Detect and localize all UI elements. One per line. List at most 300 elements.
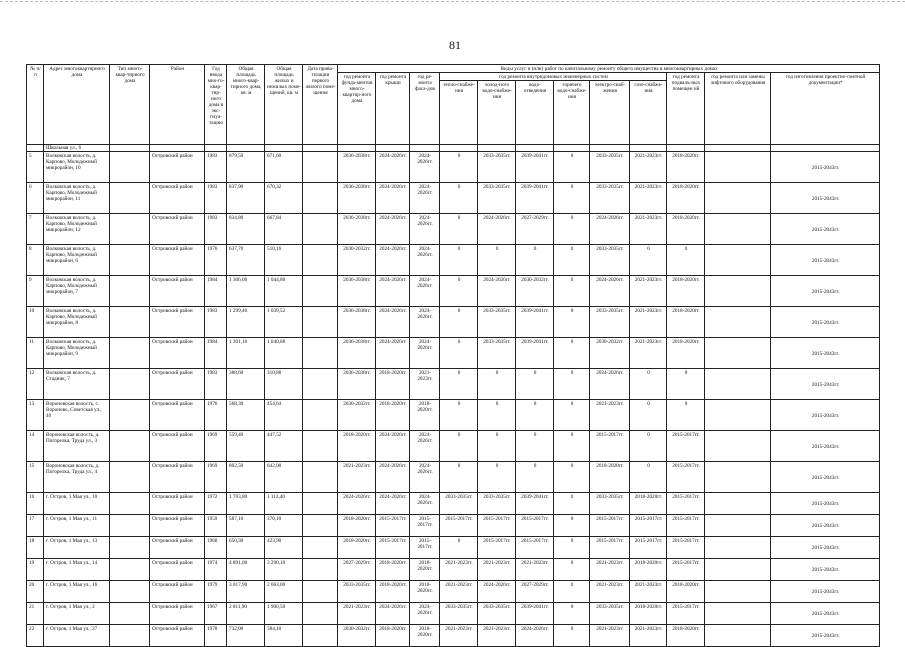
row-total-area: 388,60 bbox=[227, 369, 265, 400]
row-number: 19 bbox=[27, 559, 44, 581]
row-lift bbox=[705, 152, 771, 183]
row-drainage: 2039-2041гг. bbox=[516, 493, 554, 515]
row-year: 1979 bbox=[205, 581, 227, 603]
row-drainage: 2030-2032гг. bbox=[516, 276, 554, 307]
row-roof: 2018-2020гг. bbox=[376, 581, 410, 603]
row-year: 1972 bbox=[205, 493, 227, 515]
row-number: 13 bbox=[27, 400, 44, 431]
row-design-docs: 2015-2043гг. bbox=[771, 183, 880, 214]
table-row bbox=[27, 603, 880, 625]
row-living-area: 1 044,80 bbox=[265, 276, 303, 307]
row-address: г. Остров, 1 Мая ул., 11 bbox=[44, 515, 110, 537]
row-heat: 2033-2035гг. bbox=[440, 603, 478, 625]
row-basement: 2015-2017гг. bbox=[667, 493, 705, 515]
row-heat: 2021-2023гг. bbox=[440, 559, 478, 581]
row-gas: 0 bbox=[630, 400, 667, 431]
row-basement: 2015-2017гг. bbox=[667, 431, 705, 462]
row-total-area: 1 301,10 bbox=[227, 338, 265, 369]
row-cold-water: 2015-2017гг. bbox=[478, 537, 516, 559]
row-basement: 2018-2020гг. bbox=[667, 581, 705, 603]
row-heat: 0 bbox=[440, 338, 478, 369]
row-district: Островский район bbox=[150, 400, 205, 431]
table-row bbox=[27, 276, 880, 307]
row-privatization bbox=[303, 400, 338, 431]
row-district: Островский район bbox=[150, 214, 205, 245]
row-number: 20 bbox=[27, 581, 44, 603]
row-roof: 2024-2026гг. bbox=[376, 307, 410, 338]
row-facade: 2024-2026гг. bbox=[410, 245, 440, 276]
row-lift bbox=[705, 559, 771, 581]
header-row-1 bbox=[27, 65, 880, 73]
row-design-docs: 2015-2043гг. bbox=[771, 581, 880, 603]
row-facade: 2021-2023гг. bbox=[410, 369, 440, 400]
row-number: 7 bbox=[27, 214, 44, 245]
row-roof: 2018-2020гг. bbox=[376, 559, 410, 581]
row-district: Островский район bbox=[150, 307, 205, 338]
row-electric: 2021-2023гг. bbox=[590, 625, 630, 647]
row-privatization bbox=[303, 625, 338, 647]
row-heat: 0 bbox=[440, 214, 478, 245]
row-privatization bbox=[303, 462, 338, 493]
row-type bbox=[110, 537, 150, 559]
row-design-docs: 2015-2043гг. bbox=[771, 431, 880, 462]
header-design-docs: год изготовления проектно-сметной документации* bbox=[771, 73, 880, 145]
row-total-area: 2 811,90 bbox=[227, 603, 265, 625]
row-gas: 0 bbox=[630, 462, 667, 493]
header-year-built: Год ввода мно-го-квар-тир-ного дома в экс-плуа-тацию bbox=[205, 65, 227, 145]
row-gas: 2021-2023гг. bbox=[630, 307, 667, 338]
row-living-area: 447,52 bbox=[265, 431, 303, 462]
row-facade: 2024-2026гг. bbox=[410, 152, 440, 183]
header-gas: газо-снабже-ния bbox=[630, 81, 667, 145]
row-lift bbox=[705, 183, 771, 214]
row-number: 11 bbox=[27, 338, 44, 369]
table-row bbox=[27, 515, 880, 537]
row-basement: 2015-2017гг. bbox=[667, 537, 705, 559]
row-living-area: 1 039,52 bbox=[265, 307, 303, 338]
row-year: 1983 bbox=[205, 152, 227, 183]
row-design-docs: 2015-2043гг. bbox=[771, 245, 880, 276]
row-address: Волковская волость, д. Карпово, Молодежный микрорайон, 6 bbox=[44, 245, 110, 276]
row-facade: 2024-2026гг. bbox=[410, 276, 440, 307]
row-address: г. Остров, 1 Мая ул., 10 bbox=[44, 493, 110, 515]
row-address: Волковская волость, д. Карпово, Молодежный микрорайон, 10 bbox=[44, 152, 110, 183]
row-living-area: 423,90 bbox=[265, 537, 303, 559]
row-district: Островский район bbox=[150, 462, 205, 493]
row-design-docs: 2015-2043гг. bbox=[771, 603, 880, 625]
row-living-area: 670,32 bbox=[265, 183, 303, 214]
row-total-area: 732,00 bbox=[227, 625, 265, 647]
row-foundation: 2018-2020гг. bbox=[338, 515, 376, 537]
row-total-area: 802,50 bbox=[227, 462, 265, 493]
row-lift bbox=[705, 307, 771, 338]
row-cold-water: 2033-2035гг. bbox=[478, 493, 516, 515]
row-electric: 2033-2035гг. bbox=[590, 603, 630, 625]
row-gas: 2018-2020гг. bbox=[630, 493, 667, 515]
table-row bbox=[27, 625, 880, 647]
row-cold-water: 2033-2035гг. bbox=[478, 183, 516, 214]
row-drainage: 2039-2041гг. bbox=[516, 603, 554, 625]
row-privatization bbox=[303, 369, 338, 400]
table-row bbox=[27, 152, 880, 183]
row-electric: 2033-2035гг. bbox=[590, 493, 630, 515]
row-drainage: 0 bbox=[516, 369, 554, 400]
row-living-area: 667,84 bbox=[265, 214, 303, 245]
row-roof: 2024-2026гг. bbox=[376, 603, 410, 625]
scan-edge-top bbox=[0, 1, 905, 2]
row-living-area: 642,00 bbox=[265, 462, 303, 493]
row-design-docs: 2015-2043гг. bbox=[771, 559, 880, 581]
row-year: 1969 bbox=[205, 462, 227, 493]
row-design-docs: 2015-2043гг. bbox=[771, 400, 880, 431]
row-hot-water: 0 bbox=[554, 338, 590, 369]
table-row bbox=[27, 214, 880, 245]
row-roof: 2015-2017гг. bbox=[376, 515, 410, 537]
row-hot-water: 0 bbox=[554, 307, 590, 338]
row-number: 17 bbox=[27, 515, 44, 537]
row-number: 22 bbox=[27, 625, 44, 647]
row-facade: 2024-2026гг. bbox=[410, 431, 440, 462]
row-gas: 2015-2017гг. bbox=[630, 537, 667, 559]
row-foundation: 2036-2038гг. bbox=[338, 276, 376, 307]
capital-repair-table bbox=[26, 64, 880, 647]
row-basement: 2015-2017гг. bbox=[667, 603, 705, 625]
row-cold-water: 0 bbox=[478, 400, 516, 431]
row-year: 1967 bbox=[205, 603, 227, 625]
row-drainage: 0 bbox=[516, 431, 554, 462]
row-cold-water: 2021-2023гг. bbox=[478, 559, 516, 581]
row-lift bbox=[705, 493, 771, 515]
row-district: Островский район bbox=[150, 537, 205, 559]
row-heat: 2021-2023гг. bbox=[440, 581, 478, 603]
row-lift bbox=[705, 276, 771, 307]
row-year: 1960 bbox=[205, 537, 227, 559]
row-hot-water: 0 bbox=[554, 431, 590, 462]
row-roof: 2024-2026гг. bbox=[376, 338, 410, 369]
row-roof: 2018-2020гг. bbox=[376, 400, 410, 431]
row-basement: 0 bbox=[667, 369, 705, 400]
row-district: Островский район bbox=[150, 183, 205, 214]
row-foundation: 2030-2032гг. bbox=[338, 400, 376, 431]
row-basement: 2015-2017гг. bbox=[667, 515, 705, 537]
row-number: 10 bbox=[27, 307, 44, 338]
row-roof: 2018-2020гг. bbox=[376, 625, 410, 647]
header-living-area: Общая площадь жилых и нежилых поме-щений, кв. м bbox=[265, 65, 303, 145]
row-number: 5 bbox=[27, 152, 44, 183]
row-foundation: 2030-2032гг. bbox=[338, 245, 376, 276]
row-electric: 2033-2035гг. bbox=[590, 183, 630, 214]
row-roof: 2024-2026гг. bbox=[376, 493, 410, 515]
row-gas: 2021-2023гг. bbox=[630, 581, 667, 603]
row-year: 1974 bbox=[205, 559, 227, 581]
row-facade: 2024-2026гг. bbox=[410, 493, 440, 515]
row-roof: 2024-2026гг. bbox=[376, 462, 410, 493]
row-year: 1984 bbox=[205, 338, 227, 369]
header-heat: тепло-снабже-ния bbox=[440, 81, 478, 145]
row-living-area: 310,88 bbox=[265, 369, 303, 400]
row-gas: 2018-2020гг. bbox=[630, 603, 667, 625]
header-total-area: Общая площадь много-квар-тирного дома, кв. м bbox=[227, 65, 265, 145]
row-drainage: 2015-2017гг. bbox=[516, 515, 554, 537]
row-hot-water: 0 bbox=[554, 400, 590, 431]
row-basement: 0 bbox=[667, 245, 705, 276]
row-number: 6 bbox=[27, 183, 44, 214]
row-electric: 2024-2026гг. bbox=[590, 214, 630, 245]
row-heat: 0 bbox=[440, 431, 478, 462]
row-design-docs: 2015-2043гг. bbox=[771, 276, 880, 307]
row-privatization bbox=[303, 338, 338, 369]
row-lift bbox=[705, 400, 771, 431]
row-hot-water: 0 bbox=[554, 369, 590, 400]
row-lift bbox=[705, 625, 771, 647]
row-foundation: 2033-2035гг. bbox=[338, 581, 376, 603]
row-heat: 2033-2035гг. bbox=[440, 493, 478, 515]
row-type bbox=[110, 152, 150, 183]
table-row bbox=[27, 431, 880, 462]
row-basement: 2018-2020гг. bbox=[667, 307, 705, 338]
row-design-docs: 2015-2043гг. bbox=[771, 152, 880, 183]
header-engineering-group: год ремонта внутридомовых инженерных систем bbox=[440, 73, 667, 81]
row-cold-water: 0 bbox=[478, 369, 516, 400]
row-foundation: 2021-2023гг. bbox=[338, 603, 376, 625]
row-address: Волковская волость, д. Карпово, Молодежный микрорайон, 8 bbox=[44, 307, 110, 338]
row-address: Волковская волость, д. Карпово, Молодежный микрорайон, 9 bbox=[44, 338, 110, 369]
row-type bbox=[110, 581, 150, 603]
row-district: Островский район bbox=[150, 603, 205, 625]
row-total-area: 637,70 bbox=[227, 245, 265, 276]
row-heat: 0 bbox=[440, 537, 478, 559]
row-total-area: 1 299,40 bbox=[227, 307, 265, 338]
row-hot-water: 0 bbox=[554, 603, 590, 625]
row-roof: 2024-2026гг. bbox=[376, 245, 410, 276]
row-privatization bbox=[303, 603, 338, 625]
row-total-area: 587,10 bbox=[227, 515, 265, 537]
row-gas: 0 bbox=[630, 369, 667, 400]
row-drainage: 0 bbox=[516, 400, 554, 431]
row-heat: 0 bbox=[440, 369, 478, 400]
row-address: г. Остров, 1 Мая ул., 13 bbox=[44, 537, 110, 559]
row-type bbox=[110, 559, 150, 581]
row-lift bbox=[705, 431, 771, 462]
row-hot-water: 0 bbox=[554, 537, 590, 559]
row-type bbox=[110, 462, 150, 493]
row-facade: 2018-2020гг. bbox=[410, 581, 440, 603]
header-electric: электро-снаб-жения bbox=[590, 81, 630, 145]
row-year: 1983 bbox=[205, 183, 227, 214]
header-type: Тип много-квар-тирного дома bbox=[110, 65, 150, 145]
row-type bbox=[110, 625, 150, 647]
row-drainage: 2039-2041гг. bbox=[516, 152, 554, 183]
row-hot-water: 0 bbox=[554, 183, 590, 214]
row-privatization bbox=[303, 581, 338, 603]
row-facade: 2024-2026гг. bbox=[410, 603, 440, 625]
row-privatization bbox=[303, 183, 338, 214]
header-foundation: год ремонта фунда-ментов много-квартир-ного дома bbox=[338, 73, 376, 145]
row-hot-water: 0 bbox=[554, 245, 590, 276]
row-cold-water: 2024-2026гг. bbox=[478, 276, 516, 307]
row-district: Островский район bbox=[150, 245, 205, 276]
row-number: 8 bbox=[27, 245, 44, 276]
row-gas: 2021-2023гг. bbox=[630, 183, 667, 214]
row-heat: 0 bbox=[440, 462, 478, 493]
row-gas: 2021-2023гг. bbox=[630, 152, 667, 183]
row-facade: 2024-2026гг. bbox=[410, 183, 440, 214]
row-address: Вороновская волость, д. Погорелка, Труда ул., 4 bbox=[44, 462, 110, 493]
row-privatization bbox=[303, 537, 338, 559]
row-electric: 2015-2017гг. bbox=[590, 431, 630, 462]
row-lift bbox=[705, 581, 771, 603]
row-design-docs: 2015-2043гг. bbox=[771, 307, 880, 338]
row-foundation: 2018-2020гг. bbox=[338, 431, 376, 462]
row-district: Островский район bbox=[150, 581, 205, 603]
row-lift bbox=[705, 369, 771, 400]
row-type bbox=[110, 493, 150, 515]
row-total-area: 1 306,00 bbox=[227, 276, 265, 307]
row-hot-water: 0 bbox=[554, 559, 590, 581]
row-facade: 2015-2017гг. bbox=[410, 515, 440, 537]
row-living-area: 1 112,40 bbox=[265, 493, 303, 515]
row-hot-water: 0 bbox=[554, 581, 590, 603]
header-works-group: Виды услуг и (или) работ по капитальному ремонту общего имущества в многоквартирных домах bbox=[338, 65, 880, 73]
row-type bbox=[110, 400, 150, 431]
row-number: 18 bbox=[27, 537, 44, 559]
row-facade: 2024-2026гг. bbox=[410, 462, 440, 493]
row-district: Островский район bbox=[150, 515, 205, 537]
table-row bbox=[27, 462, 880, 493]
row-hot-water: 0 bbox=[554, 625, 590, 647]
row-lift bbox=[705, 603, 771, 625]
row-heat: 2021-2023гг. bbox=[440, 625, 478, 647]
row-cold-water: 2033-2035гг. bbox=[478, 603, 516, 625]
row-year: 1983 bbox=[205, 214, 227, 245]
row-cold-water: 2015-2017гг. bbox=[478, 515, 516, 537]
row-gas: 2021-2023гг. bbox=[630, 276, 667, 307]
row-type bbox=[110, 431, 150, 462]
row-total-area: 3 017,90 bbox=[227, 581, 265, 603]
continued-address: Школьная ул., 6 bbox=[44, 145, 110, 152]
table-row bbox=[27, 581, 880, 603]
row-privatization bbox=[303, 515, 338, 537]
row-roof: 2015-2017гг. bbox=[376, 537, 410, 559]
row-heat: 0 bbox=[440, 152, 478, 183]
row-lift bbox=[705, 462, 771, 493]
header-roof: год ремонта крыши bbox=[376, 73, 410, 145]
row-foundation: 2030-2032гг. bbox=[338, 625, 376, 647]
row-electric: 2033-2035гг. bbox=[590, 307, 630, 338]
row-electric: 2015-2017гг. bbox=[590, 515, 630, 537]
continued-row bbox=[27, 145, 880, 152]
row-roof: 2024-2026гг. bbox=[376, 431, 410, 462]
row-address: г. Остров, 1 Мая ул., 2 bbox=[44, 603, 110, 625]
row-cold-water: 2033-2035гг. bbox=[478, 307, 516, 338]
row-number: 21 bbox=[27, 603, 44, 625]
row-drainage: 0 bbox=[516, 245, 554, 276]
row-basement: 2018-2020гг. bbox=[667, 152, 705, 183]
header-cold-water: холод-ного водо-снабже-ния bbox=[478, 81, 516, 145]
row-foundation: 2036-2038гг. bbox=[338, 214, 376, 245]
row-cold-water: 0 bbox=[478, 462, 516, 493]
row-drainage: 2024-2026гг. bbox=[516, 625, 554, 647]
row-foundation: 2036-2038гг. bbox=[338, 152, 376, 183]
header-facade: год ре-монта фаса-дов bbox=[410, 73, 440, 145]
row-drainage: 0 bbox=[516, 462, 554, 493]
row-total-area: 1 703,80 bbox=[227, 493, 265, 515]
row-foundation: 2036-2038гг. bbox=[338, 338, 376, 369]
row-gas: 2018-2020гг. bbox=[630, 559, 667, 581]
row-district: Островский район bbox=[150, 338, 205, 369]
row-cold-water: 2021-2023гг. bbox=[478, 625, 516, 647]
row-facade: 2024-2026гг. bbox=[410, 338, 440, 369]
row-heat: 0 bbox=[440, 400, 478, 431]
row-year: 1959 bbox=[205, 515, 227, 537]
row-design-docs: 2015-2043гг. bbox=[771, 338, 880, 369]
header-num: № п/п bbox=[27, 65, 44, 145]
row-total-area: 834,80 bbox=[227, 214, 265, 245]
row-foundation: 2036-2038гг. bbox=[338, 369, 376, 400]
row-roof: 2024-2026гг. bbox=[376, 152, 410, 183]
row-year: 1983 bbox=[205, 369, 227, 400]
row-foundation: 2036-2038гг. bbox=[338, 183, 376, 214]
row-type bbox=[110, 214, 150, 245]
row-hot-water: 0 bbox=[554, 462, 590, 493]
row-basement: 2015-2017гг. bbox=[667, 462, 705, 493]
row-roof: 2024-2026гг. bbox=[376, 214, 410, 245]
row-basement: 2018-2020гг. bbox=[667, 625, 705, 647]
table-row bbox=[27, 338, 880, 369]
row-district: Островский район bbox=[150, 276, 205, 307]
row-year: 1984 bbox=[205, 276, 227, 307]
row-electric: 2021-2023гг. bbox=[590, 581, 630, 603]
row-roof: 2024-2026гг. bbox=[376, 183, 410, 214]
row-district: Островский район bbox=[150, 431, 205, 462]
row-total-area: 879,50 bbox=[227, 152, 265, 183]
row-drainage: 2015-2017гг. bbox=[516, 537, 554, 559]
row-living-area: 3 290,10 bbox=[265, 559, 303, 581]
row-type bbox=[110, 515, 150, 537]
row-total-area: 837,90 bbox=[227, 183, 265, 214]
row-basement: 2015-2017гг. bbox=[667, 559, 705, 581]
row-living-area: 454,64 bbox=[265, 400, 303, 431]
row-foundation: 2018-2020гг. bbox=[338, 537, 376, 559]
row-privatization bbox=[303, 152, 338, 183]
row-heat: 0 bbox=[440, 183, 478, 214]
row-type bbox=[110, 276, 150, 307]
table-row bbox=[27, 537, 880, 559]
row-living-area: 1 040,88 bbox=[265, 338, 303, 369]
header-district: Район bbox=[150, 65, 205, 145]
row-electric: 2033-2035гг. bbox=[590, 152, 630, 183]
row-number: 15 bbox=[27, 462, 44, 493]
row-living-area: 1 900,50 bbox=[265, 603, 303, 625]
table-row bbox=[27, 400, 880, 431]
row-year: 1976 bbox=[205, 400, 227, 431]
row-type bbox=[110, 369, 150, 400]
row-cold-water: 2024-2026гг. bbox=[478, 214, 516, 245]
table-row bbox=[27, 307, 880, 338]
row-design-docs: 2015-2043гг. bbox=[771, 625, 880, 647]
row-facade: 2024-2026гг. bbox=[410, 307, 440, 338]
row-foundation: 2036-2038гг. bbox=[338, 307, 376, 338]
row-heat: 0 bbox=[440, 245, 478, 276]
row-basement: 0 bbox=[667, 400, 705, 431]
row-cold-water: 2033-2035гг. bbox=[478, 338, 516, 369]
row-hot-water: 0 bbox=[554, 152, 590, 183]
row-hot-water: 0 bbox=[554, 493, 590, 515]
row-drainage: 2027-2029гг. bbox=[516, 214, 554, 245]
row-address: Волковская волость, д. Карпово, Молодежный микрорайон, 11 bbox=[44, 183, 110, 214]
row-hot-water: 0 bbox=[554, 214, 590, 245]
row-privatization bbox=[303, 431, 338, 462]
